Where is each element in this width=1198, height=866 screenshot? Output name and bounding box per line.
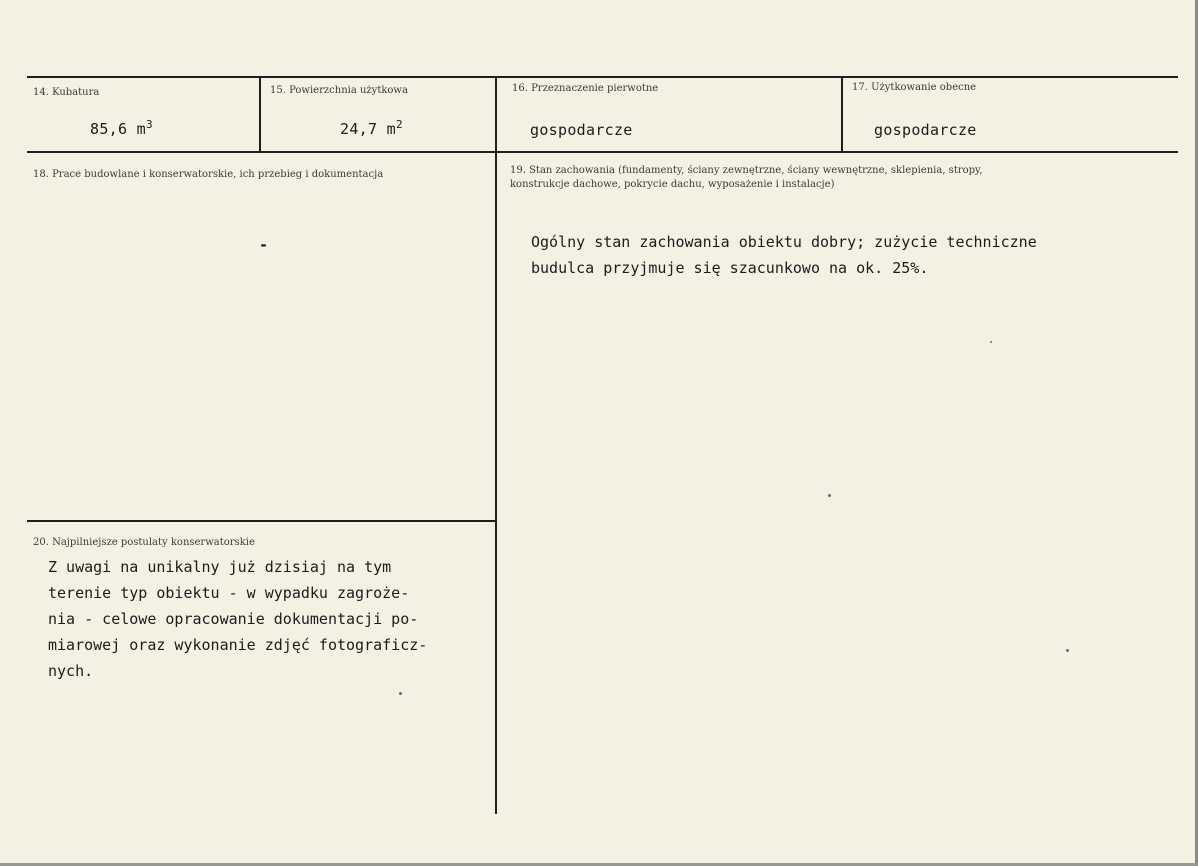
field-16-value: gospodarcze <box>530 121 633 139</box>
divider-main <box>495 78 497 814</box>
scan-speck <box>399 692 402 695</box>
divider-14-15 <box>259 78 261 152</box>
field-19-label-line-2: konstrukcje dachowe, pokrycie dachu, wyposażenie i instalacje) <box>510 179 835 190</box>
field-14-value <box>90 118 153 138</box>
field-18-value: - <box>259 236 269 254</box>
header-row-bottom-line <box>27 151 1178 153</box>
field-19-label-line-1: 19. Stan zachowania (fundamenty, ściany zewnętrzne, ściany wewnętrzne, sklepienia, stropy, <box>510 165 983 176</box>
field-19-text-line-2: budulca przyjmuje się szacunkowo na ok. 25%. <box>531 259 929 277</box>
scan-speck <box>990 341 992 343</box>
scan-speck <box>1066 649 1069 652</box>
field-19-text-line-1: Ogólny stan zachowania obiektu dobry; zużycie techniczne <box>531 233 1037 251</box>
field-14-value-text: 85,6 m <box>90 120 146 138</box>
top-border-line <box>27 76 1178 78</box>
field-16-label: 16. Przeznaczenie pierwotne <box>512 83 659 94</box>
field-20-text-line-5: nych. <box>48 662 94 680</box>
field-15-value-exponent: 2 <box>396 118 403 131</box>
field-15-value <box>340 118 403 138</box>
field-14-label: 14. Kubatura <box>33 87 100 98</box>
field-18-label: 18. Prace budowlane i konserwatorskie, ich przebieg i dokumentacja <box>33 169 384 180</box>
field-20-text-line-4: miarowej oraz wykonanie zdjęć fotograficz- <box>48 636 428 654</box>
field-20-label: 20. Najpilniejsze postulaty konserwatorskie <box>33 537 255 548</box>
field-17-label: 17. Użytkowanie obecne <box>852 82 977 93</box>
field-15-value-text: 24,7 m <box>340 120 396 138</box>
divider-16-17 <box>841 78 843 152</box>
field-20-text-line-3: nia - celowe opracowanie dokumentacji po- <box>48 610 419 628</box>
field-19-label <box>510 164 983 192</box>
field-18-bottom-line <box>27 520 496 522</box>
field-14-value-exponent: 3 <box>146 118 153 131</box>
field-15-label: 15. Powierzchnia użytkowa <box>270 85 408 96</box>
field-20-text-line-2: terenie typ obiektu - w wypadku zagroże- <box>48 584 410 602</box>
scan-speck <box>828 494 831 497</box>
field-19-text <box>531 229 1037 281</box>
field-20-text-line-1: Z uwagi na unikalny już dzisiaj na tym <box>48 558 392 576</box>
field-17-value: gospodarcze <box>874 121 977 139</box>
field-20-text <box>48 554 427 684</box>
